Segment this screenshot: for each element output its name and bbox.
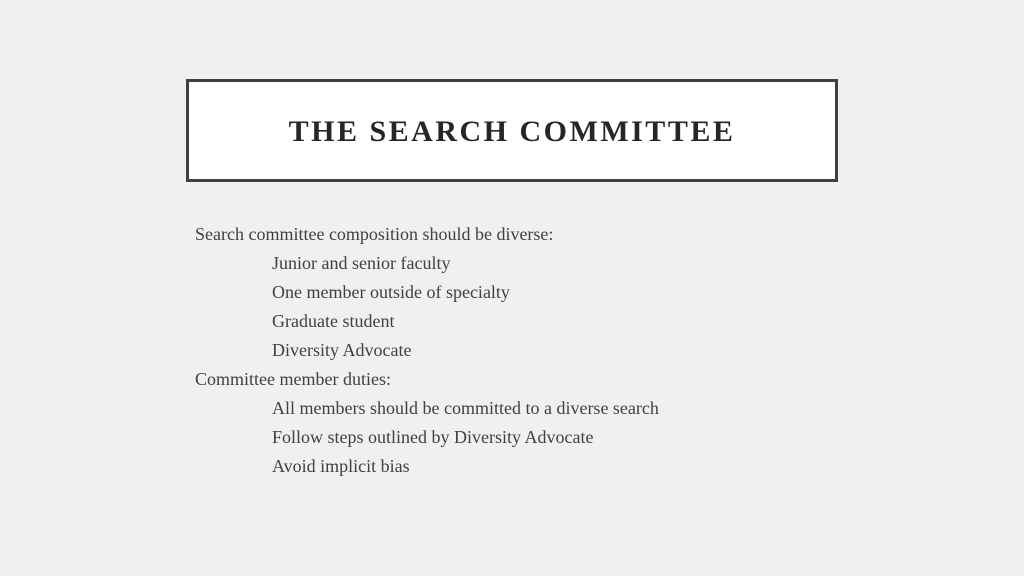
list-item: Avoid implicit bias bbox=[272, 456, 410, 476]
list-item: One member outside of specialty bbox=[272, 282, 510, 302]
slide-title-box bbox=[186, 79, 838, 182]
slide-body bbox=[195, 220, 815, 481]
list-item: Junior and senior faculty bbox=[272, 253, 451, 273]
section-heading-composition: Search committee composition should be diverse: bbox=[195, 224, 554, 244]
slide-title: THE SEARCH COMMITTEE bbox=[288, 114, 736, 148]
list-item: Graduate student bbox=[272, 311, 395, 331]
list-item: Diversity Advocate bbox=[272, 340, 412, 360]
section-heading-duties: Committee member duties: bbox=[195, 369, 391, 389]
list-item: Follow steps outlined by Diversity Advocate bbox=[272, 427, 594, 447]
list-item: All members should be committed to a diverse search bbox=[272, 398, 659, 418]
